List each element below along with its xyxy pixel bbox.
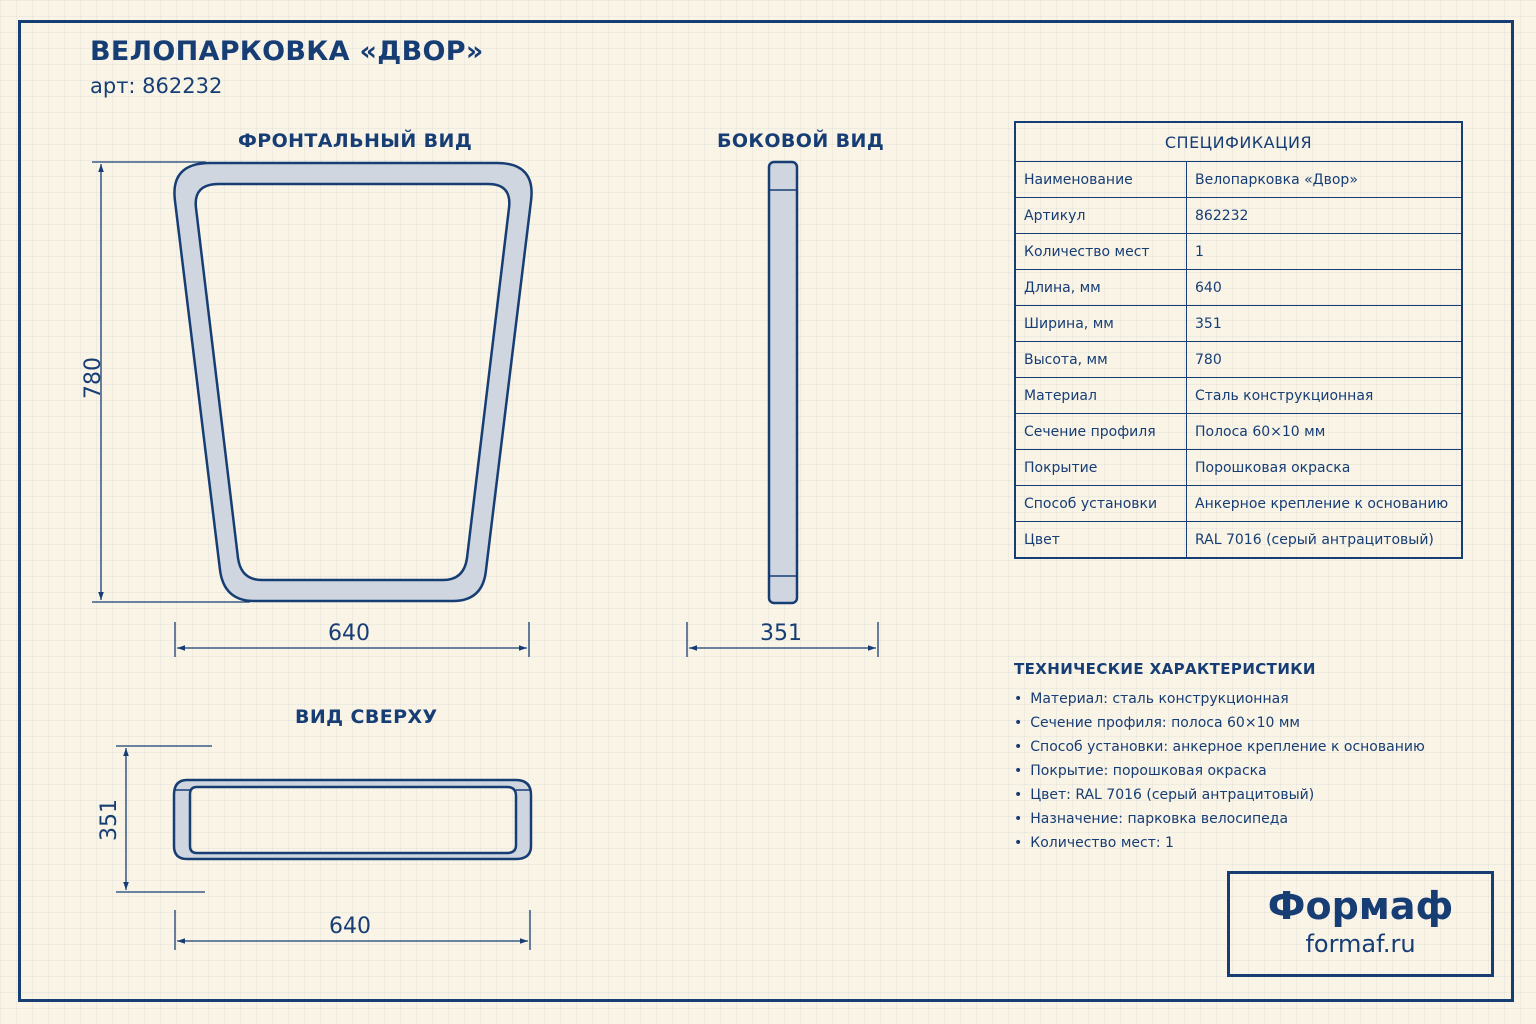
spec-value: Велопарковка «Двор»	[1187, 162, 1463, 198]
list-item: • Сечение профиля: полоса 60×10 мм	[1014, 712, 1425, 736]
top-height-dimension	[116, 746, 212, 892]
spec-value: Сталь конструкционная	[1187, 378, 1463, 414]
table-row	[1015, 162, 1462, 198]
spec-key: Цвет	[1015, 522, 1187, 559]
spec-value: 640	[1187, 270, 1463, 306]
side-view-bar	[769, 162, 797, 603]
front-view-frame	[174, 163, 531, 601]
table-row	[1015, 486, 1462, 522]
spec-key: Способ установки	[1015, 486, 1187, 522]
spec-value: 862232	[1187, 198, 1463, 234]
brand-name: Формаф	[1267, 884, 1454, 928]
spec-value: Порошковая окраска	[1187, 450, 1463, 486]
table-row	[1015, 522, 1462, 559]
brand-url: formaf.ru	[1305, 930, 1416, 958]
top-view-frame	[174, 780, 531, 859]
table-row	[1015, 198, 1462, 234]
spec-key: Ширина, мм	[1015, 306, 1187, 342]
table-row	[1015, 378, 1462, 414]
spec-key: Сечение профиля	[1015, 414, 1187, 450]
spec-key: Материал	[1015, 378, 1187, 414]
front-view-label: ФРОНТАЛЬНЫЙ ВИД	[238, 130, 473, 152]
front-height-value: 780	[81, 357, 106, 399]
article-number: арт: 862232	[90, 74, 223, 98]
spec-value: 780	[1187, 342, 1463, 378]
side-width-value: 351	[760, 621, 802, 646]
table-row	[1015, 342, 1462, 378]
spec-value: RAL 7016 (серый антрацитовый)	[1187, 522, 1463, 559]
table-row	[1015, 450, 1462, 486]
list-item: • Количество мест: 1	[1014, 832, 1425, 856]
top-view-label: ВИД СВЕРХУ	[295, 706, 438, 728]
spec-key: Артикул	[1015, 198, 1187, 234]
specification-table	[1014, 121, 1463, 559]
tech-specs-title: ТЕХНИЧЕСКИЕ ХАРАКТЕРИСТИКИ	[1014, 660, 1316, 678]
side-view-label: БОКОВОЙ ВИД	[717, 130, 885, 152]
table-row	[1015, 234, 1462, 270]
list-item: • Покрытие: порошковая окраска	[1014, 760, 1425, 784]
specification-title: СПЕЦИФИКАЦИЯ	[1015, 122, 1462, 162]
top-width-value: 640	[329, 914, 371, 939]
brand-stamp	[1227, 871, 1494, 977]
top-height-value: 351	[97, 799, 122, 841]
list-item: • Назначение: парковка велосипеда	[1014, 808, 1425, 832]
spec-key: Количество мест	[1015, 234, 1187, 270]
list-item: • Цвет: RAL 7016 (серый антрацитовый)	[1014, 784, 1425, 808]
spec-value: 1	[1187, 234, 1463, 270]
table-row	[1015, 414, 1462, 450]
list-item: • Материал: сталь конструкционная	[1014, 688, 1425, 712]
drawing-title: ВЕЛОПАРКОВКА «ДВОР»	[90, 36, 484, 67]
list-item: • Способ установки: анкерное крепление к основанию	[1014, 736, 1425, 760]
table-row	[1015, 270, 1462, 306]
spec-value: 351	[1187, 306, 1463, 342]
table-row	[1015, 306, 1462, 342]
front-width-value: 640	[328, 621, 370, 646]
spec-key: Покрытие	[1015, 450, 1187, 486]
spec-value: Анкерное крепление к основанию	[1187, 486, 1463, 522]
tech-specs-list	[1014, 688, 1425, 856]
spec-key: Высота, мм	[1015, 342, 1187, 378]
spec-key: Наименование	[1015, 162, 1187, 198]
spec-value: Полоса 60×10 мм	[1187, 414, 1463, 450]
spec-key: Длина, мм	[1015, 270, 1187, 306]
